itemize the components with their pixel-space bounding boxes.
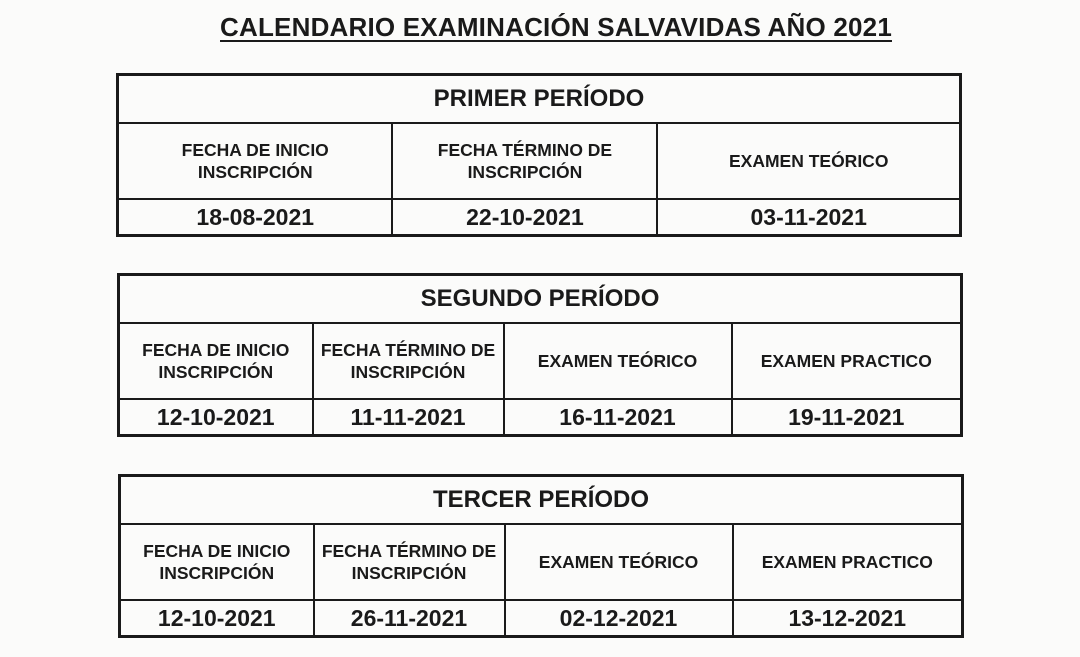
header-fecha-inicio-inscripcion: FECHA DE INICIO INSCRIPCIÓN <box>119 323 313 399</box>
value-fecha-termino-inscripcion: 11-11-2021 <box>313 399 504 436</box>
value-fecha-inicio-inscripcion: 12-10-2021 <box>119 399 313 436</box>
header-fecha-inicio-inscripcion: FECHA DE INICIO INSCRIPCIÓN <box>118 123 393 199</box>
header-examen-teorico: EXAMEN TEÓRICO <box>505 524 733 600</box>
header-examen-practico: EXAMEN PRACTICO <box>733 524 963 600</box>
period-table-tercer <box>118 474 964 638</box>
period-title: SEGUNDO PERÍODO <box>119 275 962 324</box>
value-examen-practico: 19-11-2021 <box>732 399 962 436</box>
period-table-segundo <box>117 273 963 437</box>
value-examen-teorico: 03-11-2021 <box>657 199 960 236</box>
period-table-primer <box>116 73 962 237</box>
value-fecha-termino-inscripcion: 22-10-2021 <box>392 199 657 236</box>
value-fecha-termino-inscripcion: 26-11-2021 <box>314 600 505 637</box>
header-examen-practico: EXAMEN PRACTICO <box>732 323 962 399</box>
value-examen-teorico: 02-12-2021 <box>505 600 733 637</box>
page-title: CALENDARIO EXAMINACIÓN SALVAVIDAS AÑO 2021 <box>220 12 892 42</box>
value-examen-teorico: 16-11-2021 <box>504 399 732 436</box>
header-examen-teorico: EXAMEN TEÓRICO <box>504 323 732 399</box>
header-fecha-inicio-inscripcion: FECHA DE INICIO INSCRIPCIÓN <box>120 524 314 600</box>
period-title: TERCER PERÍODO <box>120 476 963 525</box>
header-examen-teorico: EXAMEN TEÓRICO <box>657 123 960 199</box>
value-examen-practico: 13-12-2021 <box>733 600 963 637</box>
header-fecha-termino-inscripcion: FECHA TÉRMINO DE INSCRIPCIÓN <box>313 323 504 399</box>
value-fecha-inicio-inscripcion: 12-10-2021 <box>120 600 314 637</box>
value-fecha-inicio-inscripcion: 18-08-2021 <box>118 199 393 236</box>
header-fecha-termino-inscripcion: FECHA TÉRMINO DE INSCRIPCIÓN <box>392 123 657 199</box>
period-title: PRIMER PERÍODO <box>118 75 961 124</box>
header-fecha-termino-inscripcion: FECHA TÉRMINO DE INSCRIPCIÓN <box>314 524 505 600</box>
